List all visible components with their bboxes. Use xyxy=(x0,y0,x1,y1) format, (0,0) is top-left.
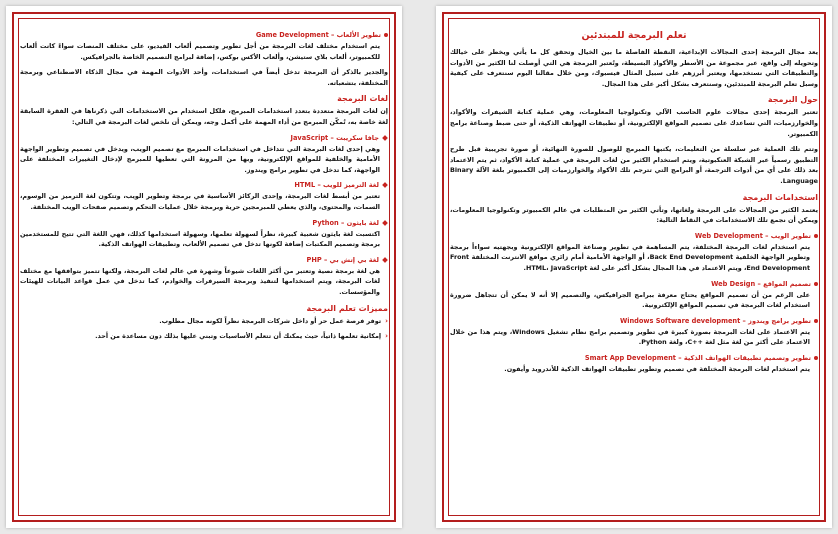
document-title: تعلم البرمجة للمبتدئين xyxy=(581,30,687,41)
bullet-icon xyxy=(814,356,818,360)
chevron-left-icon: ‹ xyxy=(385,316,388,325)
diamond-bullet-icon xyxy=(382,220,388,226)
paragraph-about-1: تعتبر البرمجة إحدى مجالات علوم الحاسب الآلي وتكنولوجيا المعلومات، وهي عملية كتابة الشيفرات والأكواد، والخوارزميات، التي تساعدك على تصميم المواقع الإلكترونية، أو تطبيقات الهواتف الذكية، أو حتى ضبط وصناعة برامج الكمبيوتر. xyxy=(450,108,818,138)
heading-languages: لغات البرمجة xyxy=(337,94,388,104)
document-page-2 xyxy=(436,6,832,528)
paragraph-apps: يتم استخدام لغات البرمجة المختلفة في تصميم وتطوير تطبيقات الهواتف الذكية للأندرويد وأيفون. xyxy=(504,364,810,373)
section-heading-js: جافا سكريبت – JavaScript xyxy=(20,133,388,143)
section-heading-php: لغة بي إتش بي – PHP xyxy=(20,255,388,265)
section-heading-windows: تطوير برامج ويندوز – Windows Software development xyxy=(450,316,818,326)
paragraph-about-2: وتتم تلك العملية عبر سلسلة من التعليمات، يكتبها المبرمج للوصول للصورة النهائية، أو صورة تجريبية قبل طرح التطبيق رسمياً عبر الشبكة العنكبوتية، ويتم استخدام الكثير من لغات البرمجة في عملية كتابة الأكواد، ثم يتم الاعتماد بعد ذلك على أي من أدوات الترجمة، أو البرامج التي تترجم تلك الأكواد والخوارزميات إلى الكمبيوتر بلغة الآلة Binary Language. xyxy=(450,145,818,185)
list-item-advantage-1: ‹ توفر فرصة عمل حر أو داخل شركات البرمجة نظراً لكونه مجال مطلوب. xyxy=(159,316,388,325)
page-content xyxy=(20,26,388,518)
chevron-left-icon: ‹ xyxy=(385,331,388,340)
diamond-bullet-icon xyxy=(382,257,388,263)
paragraph-php: هي لغة برمجة نصية وتعتبر من أكثر اللغات شيوعاً وشهرة في عالم لغات البرمجة، ولكنها تتميز بتوافقها مع مختلف لغات البرمجة، ويتم استخدامها لتنفيذ وبرمجة السيرفرات والخوادم، كما تدخل في عمل قواعد البيانات للهيئات والمؤسسات. xyxy=(20,266,380,296)
bullet-icon xyxy=(814,319,818,323)
bullet-icon xyxy=(384,33,388,37)
section-heading-web: تطوير الويب – Web Development xyxy=(450,231,818,241)
paragraph-windows: يتم الاعتماد على لغات البرمجة بصورة كبيرة في تطوير وتصميم برامج نظام تشغيل Windows، ويتم هذا من خلال الاعتماد على أكثر من لغة مثل لغة ++C، ولغة Python. xyxy=(450,327,811,347)
page-content xyxy=(450,26,818,518)
heading-about: حول البرمجة xyxy=(767,95,818,105)
heading-uses: استخدامات البرمجة xyxy=(742,192,818,202)
section-heading-design: تصميم المواقع – Web Design xyxy=(450,279,818,289)
diamond-bullet-icon xyxy=(382,183,388,189)
paragraph-intro: يعد مجال البرمجة إحدى المجالات الإبداعية، النقطة الفاصلة ما بين الخيال وتحقق كل ما يأتي ويخطر على خيالك وتحويله إلى واقع، عبر مجموعة من الأسطر والأكواد البسيطة، وتُعتبر البرمجة هي التي أوصلت لنا الكثير من الأدوات والتطبيقات التي نستخدمها، ويعتبر أبرزهم على سبيل المثال فيسبوك، ومن خلال مقالنا اليوم سنتعرف على كيفية وسبل تعلم البرمجة للمبتدئين، وسنتعرف بشكل أكبر على هذا المجال. xyxy=(450,48,818,88)
paragraph-uses-intro: يعتمد الكثير من المجالات على البرمجة ولغاتها، وتأتي الكثير من المتطلبات في عالم الكمبيوتر وتكنولوجيا المعلومات، ويمكن أن نجمع تلك الاستخدامات في النقاط التالية: xyxy=(450,205,818,225)
paragraph-html: تعتبر من أبسط لغات البرمجة، وإحدى الركائز الأساسية في برمجة وتطوير الويب، وتتكون لغة الترميز من الوسوم، السمات، والمحتوى، والذي يعطي للمبرمجين حرية وبرمجة خلال عمليات التحكم وتصميم صفحات الويب المختلفة. xyxy=(20,192,380,211)
paragraph-languages-intro: إن لغات البرمجة متعددة بتعدد استخدامات المبرمج، فلكل استخدام من الاستخدامات التي ذكرناها في الفقرة السابقة لغة خاصة به، تُمكّن المبرمج من أداء المهمة على أكمل وجه، ويمكن أن نلخص لغات البرمجة في التالي: xyxy=(20,107,388,126)
paragraph-web: يتم استخدام لغات البرمجة المختلفة، يتم المساهمة في تطوير وصناعة المواقع الإلكترونية وبجهتيه سواءاً برمجة وتطوير الواجهة الخلفية Back End Development، أو الواجهة الأمامية أمام زائري مواقع الانترنت المختلفة Front End Development، ويتم الاعتماد في هذا المجال بشكل أكبر على لغة HTML، JavaScript. xyxy=(450,242,810,272)
diamond-bullet-icon xyxy=(382,135,388,141)
list-item-advantage-2: ‹ إمكانية تعلمها ذاتياً، حيث يمكنك أن تتعلم الأساسيات وتبني عليها بذلك دون مساعدة من أحد. xyxy=(95,331,388,340)
bullet-icon xyxy=(814,282,818,286)
paragraph-js: وهي إحدى لغات البرمجة التي تتداخل في استخدامات المبرمج مع تصميم الويب، ويدخل في تصميم وتطوير الواجهة الأمامية والخلفية للمواقع الإلكترونية، وبها من المرونة التي تعطيها للمبرمج لإدخال التغييرات المختلفة على الواجهة، كما تدخل في تطوير برامج ويندوز. xyxy=(20,144,380,174)
section-heading-python: لغة بايثون – Python xyxy=(20,218,388,228)
paragraph-ai: والجدير بالذكر أن البرمجة تدخل أيضاً في استخدامات، وأحد الأدوات المهمة في مجال الذكاء الاصطناعي وبرمجة المختلفة، بتشعباته. xyxy=(20,68,388,87)
paragraph-design: على الرغم من أن تصميم المواقع يحتاج معرفة ببرامج الجرافيكس، والتصميم إلا أنه لا يمكن أن تتجاهل ضرورة استخدام لغات البرمجة في تصميم المواقع الإلكترونية. xyxy=(450,290,810,310)
section-heading-html: لغة الترميز للويب – HTML xyxy=(20,180,388,190)
paragraph-python: اكتسبت لغة بايثون شعبية كبيرة، نظراً لسهولة تعلمها، وسهولة استخدامها كذلك، فهي اللغة التي تتيح للمستخدمين برمجة وتصميم المكتبات إضافة لكونها تدخل في تصميم الألعاب، وتطبيقات الهواتف الذكية. xyxy=(20,229,380,249)
section-heading-apps: تطوير وتصميم تطبيقات الهواتف الذكية – Smart App Development xyxy=(450,353,818,363)
document-page-1 xyxy=(6,6,402,528)
section-heading-game: تطوير الألعاب – Game Development xyxy=(20,30,388,40)
bullet-icon xyxy=(814,234,818,238)
heading-advantages: مميزات تعلم البرمجة xyxy=(306,303,388,313)
paragraph-game: يتم استخدام مختلف لغات البرمجة من أجل تطوير وتصميم ألعاب الفيديو، على مختلف المنصات سواءً كانت ألعاب للكمبيوتر، ألعاب بلاي ستيشن، وألعاب الأكس بوكس، إضافة لبرامج التصميم الخاصة بالجرافيكس. xyxy=(20,42,380,61)
